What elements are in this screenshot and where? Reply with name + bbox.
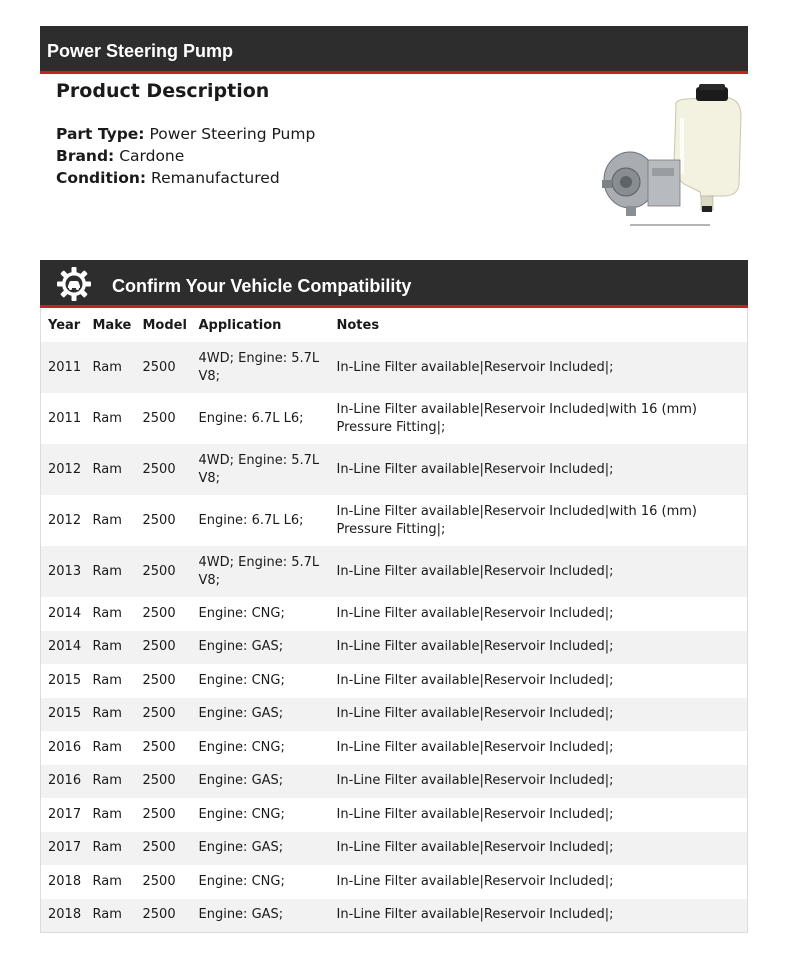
cell-application: Engine: CNG; — [198, 739, 285, 755]
cell-year: 2017 — [48, 806, 82, 822]
cell-notes: In-Line Filter available|Reservoir Included|; — [336, 672, 614, 688]
compatibility-table — [40, 308, 748, 933]
table-row — [41, 899, 748, 933]
brand-label: Brand: — [56, 147, 115, 165]
brand-row — [56, 147, 184, 165]
cell-year: 2013 — [48, 563, 82, 579]
table-row — [41, 664, 748, 698]
cell-make: Ram — [92, 773, 122, 789]
product-image — [598, 84, 746, 232]
cell-notes: In-Line Filter available|Reservoir Included|; — [336, 773, 614, 789]
cell-model: 2500 — [142, 639, 176, 655]
cell-make: Ram — [92, 461, 122, 477]
cell-model: 2500 — [142, 907, 176, 923]
cell-make: Ram — [92, 512, 122, 528]
table-row — [41, 546, 748, 597]
cell-notes: In-Line Filter available|Reservoir Included|with 16 (mm) Pressure Fitting|; — [336, 503, 697, 537]
cell-year: 2011 — [48, 410, 82, 426]
cell-notes: In-Line Filter available|Reservoir Included|; — [336, 873, 614, 889]
title-bar — [40, 26, 748, 74]
table-row — [41, 865, 748, 899]
table-row — [41, 798, 748, 832]
cell-make: Ram — [92, 639, 122, 655]
cell-application: Engine: CNG; — [198, 806, 285, 822]
table-row — [41, 765, 748, 799]
cell-model: 2500 — [142, 773, 176, 789]
cell-make: Ram — [92, 739, 122, 755]
cell-application: 4WD; Engine: 5.7L V8; — [198, 554, 320, 588]
cell-make: Ram — [92, 840, 122, 856]
cell-application: Engine: CNG; — [198, 672, 285, 688]
column-header-year: Year — [48, 317, 81, 333]
cell-make: Ram — [92, 806, 122, 822]
table-header-row — [41, 308, 748, 342]
table-row — [41, 832, 748, 866]
cell-application: Engine: GAS; — [198, 773, 284, 789]
cell-application: Engine: GAS; — [198, 840, 284, 856]
table-row — [41, 444, 748, 495]
cell-notes: In-Line Filter available|Reservoir Included|; — [336, 461, 614, 477]
table-row — [41, 698, 748, 732]
cell-make: Ram — [92, 410, 122, 426]
table-row — [41, 393, 748, 444]
cell-model: 2500 — [142, 873, 176, 889]
table-row — [41, 342, 748, 393]
column-header-application: Application — [198, 317, 282, 333]
cell-model: 2500 — [142, 359, 176, 375]
cell-make: Ram — [92, 563, 122, 579]
cell-application: Engine: GAS; — [198, 907, 284, 923]
table-row — [41, 495, 748, 546]
cell-notes: In-Line Filter available|Reservoir Included|; — [336, 605, 614, 621]
condition-value: Remanufactured — [151, 169, 280, 187]
cell-application: Engine: GAS; — [198, 706, 284, 722]
cell-year: 2014 — [48, 639, 82, 655]
cell-model: 2500 — [142, 605, 176, 621]
table-row — [41, 631, 748, 665]
cell-application: Engine: 6.7L L6; — [198, 410, 304, 426]
cell-year: 2018 — [48, 907, 82, 923]
cell-application: 4WD; Engine: 5.7L V8; — [198, 452, 320, 486]
cell-year: 2016 — [48, 739, 82, 755]
cell-notes: In-Line Filter available|Reservoir Included|; — [336, 739, 614, 755]
cell-model: 2500 — [142, 461, 176, 477]
cell-notes: In-Line Filter available|Reservoir Included|; — [336, 563, 614, 579]
cell-year: 2016 — [48, 773, 82, 789]
cell-make: Ram — [92, 672, 122, 688]
cell-year: 2012 — [48, 512, 82, 528]
part-type-row — [56, 125, 315, 143]
product-description-heading: Product Description — [56, 80, 270, 102]
column-header-make: Make — [92, 317, 132, 333]
cell-notes: In-Line Filter available|Reservoir Included|; — [336, 907, 614, 923]
cell-model: 2500 — [142, 806, 176, 822]
part-type-value: Power Steering Pump — [149, 125, 316, 143]
cell-year: 2011 — [48, 359, 82, 375]
cell-make: Ram — [92, 605, 122, 621]
cell-make: Ram — [92, 359, 122, 375]
part-type-label: Part Type: — [56, 125, 145, 143]
cell-year: 2014 — [48, 605, 82, 621]
page-title: Power Steering Pump — [47, 41, 234, 61]
cell-notes: In-Line Filter available|Reservoir Included|; — [336, 706, 614, 722]
cell-make: Ram — [92, 873, 122, 889]
table-row — [41, 597, 748, 631]
condition-label: Condition: — [56, 169, 147, 187]
cell-model: 2500 — [142, 706, 176, 722]
gear-car-icon — [57, 267, 91, 301]
cell-notes: In-Line Filter available|Reservoir Included|; — [336, 359, 614, 375]
cell-application: Engine: CNG; — [198, 605, 285, 621]
cell-year: 2018 — [48, 873, 82, 889]
column-header-model: Model — [142, 317, 187, 333]
table-row — [41, 731, 748, 765]
cell-make: Ram — [92, 907, 122, 923]
cell-year: 2015 — [48, 706, 82, 722]
cell-model: 2500 — [142, 563, 176, 579]
cell-notes: In-Line Filter available|Reservoir Included|; — [336, 806, 614, 822]
cell-model: 2500 — [142, 672, 176, 688]
cell-application: Engine: 6.7L L6; — [198, 512, 304, 528]
cell-model: 2500 — [142, 739, 176, 755]
cell-make: Ram — [92, 706, 122, 722]
compatibility-bar — [40, 260, 748, 308]
compatibility-title: Confirm Your Vehicle Compatibility — [112, 276, 412, 296]
cell-application: Engine: GAS; — [198, 639, 284, 655]
cell-year: 2017 — [48, 840, 82, 856]
cell-notes: In-Line Filter available|Reservoir Included|; — [336, 840, 614, 856]
cell-notes: In-Line Filter available|Reservoir Included|; — [336, 639, 614, 655]
cell-model: 2500 — [142, 410, 176, 426]
cell-year: 2015 — [48, 672, 82, 688]
cell-notes: In-Line Filter available|Reservoir Included|with 16 (mm) Pressure Fitting|; — [336, 401, 697, 435]
cell-application: Engine: CNG; — [198, 873, 285, 889]
condition-row — [56, 169, 280, 187]
brand-value: Cardone — [119, 147, 185, 165]
column-header-notes: Notes — [336, 317, 380, 333]
cell-application: 4WD; Engine: 5.7L V8; — [198, 350, 320, 384]
cell-year: 2012 — [48, 461, 82, 477]
cell-model: 2500 — [142, 512, 176, 528]
cell-model: 2500 — [142, 840, 176, 856]
